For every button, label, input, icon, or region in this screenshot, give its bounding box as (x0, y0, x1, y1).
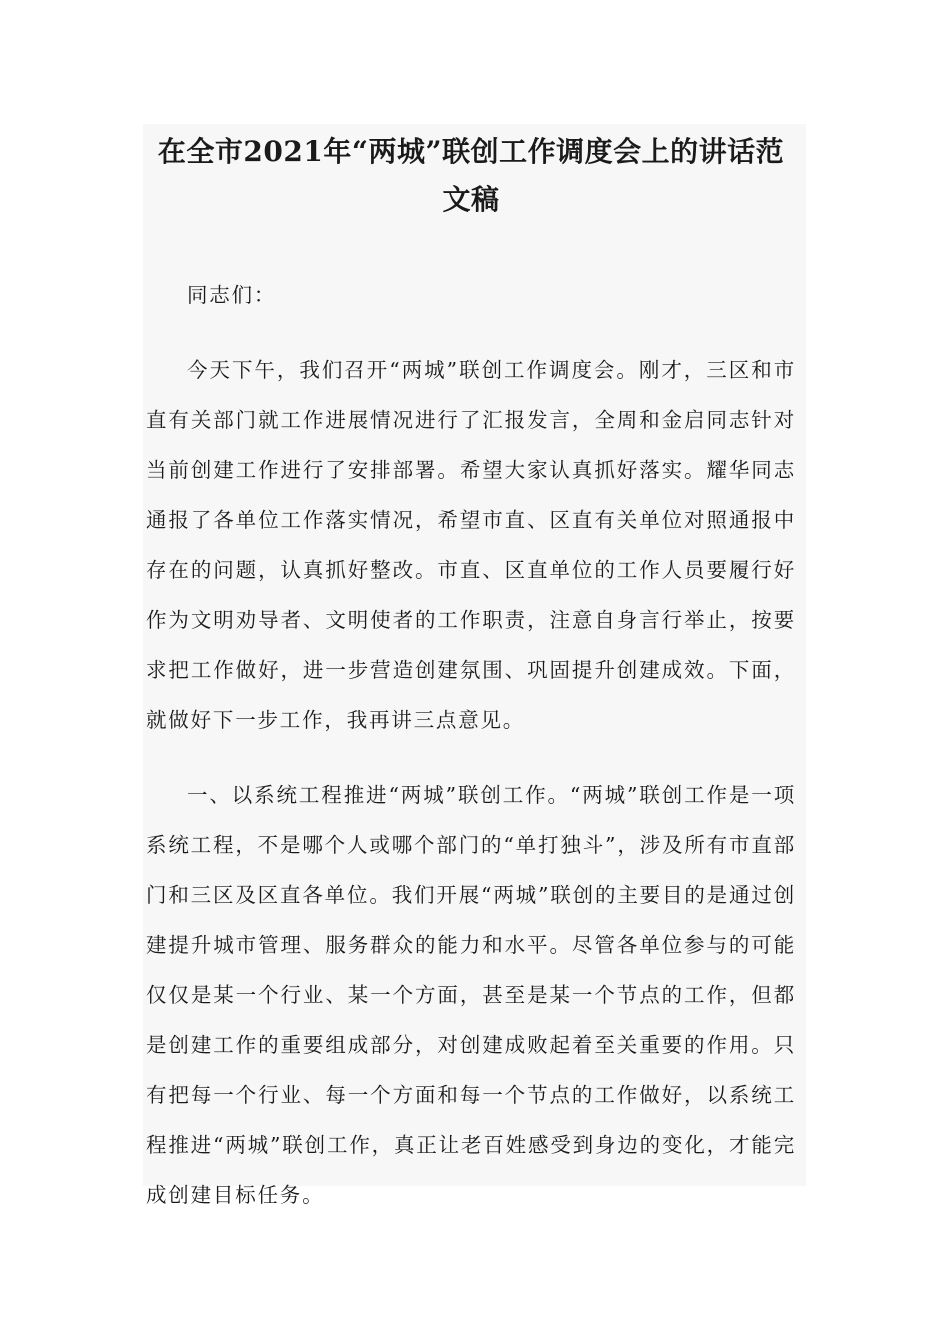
document-title (146, 128, 796, 224)
greeting: 同志们： (187, 283, 277, 307)
title-line-1: 在全市2021年“两城”联创工作调度会上的讲话范 (157, 135, 785, 168)
document-body (146, 128, 796, 1220)
paragraph-point-one: 一、以系统工程推进“两城”联创工作。“两城”联创工作是一项系统工程，不是哪个人或哪个部门的“单打独斗”，涉及所有市直部门和三区及区直各单位。我们开展“两城”联创的主要目的是通过创建提升城市管理、服务群众的能力和水平。尽管各单位参与的可能仅仅是某一个行业、某一个方面，甚至是某一个节点的工作，但都是创建工作的重要组成部分，对创建成败起着至关重要的作用。只有把每一个行业、每一个方面和每一个节点的工作做好，以系统工程推进“两城”联创工作，真正让老百姓感受到身边的变化，才能完成创建目标任务。 (146, 783, 796, 1207)
title-line-2: 文稿 (442, 183, 500, 216)
paragraph-intro: 今天下午，我们召开“两城”联创工作调度会。刚才，三区和市直有关部门就工作进展情况进行了汇报发言，全周和金启同志针对当前创建工作进行了安排部署。希望大家认真抓好落实。耀华同志通报了各单位工作落实情况，希望市直、区直有关单位对照通报中存在的问题，认真抓好整改。市直、区直单位的工作人员要履行好作为文明劝导者、文明使者的工作职责，注意自身言行举止，按要求把工作做好，进一步营造创建氛围、巩固提升创建成效。下面，就做好下一步工作，我再讲三点意见。 (146, 358, 796, 732)
